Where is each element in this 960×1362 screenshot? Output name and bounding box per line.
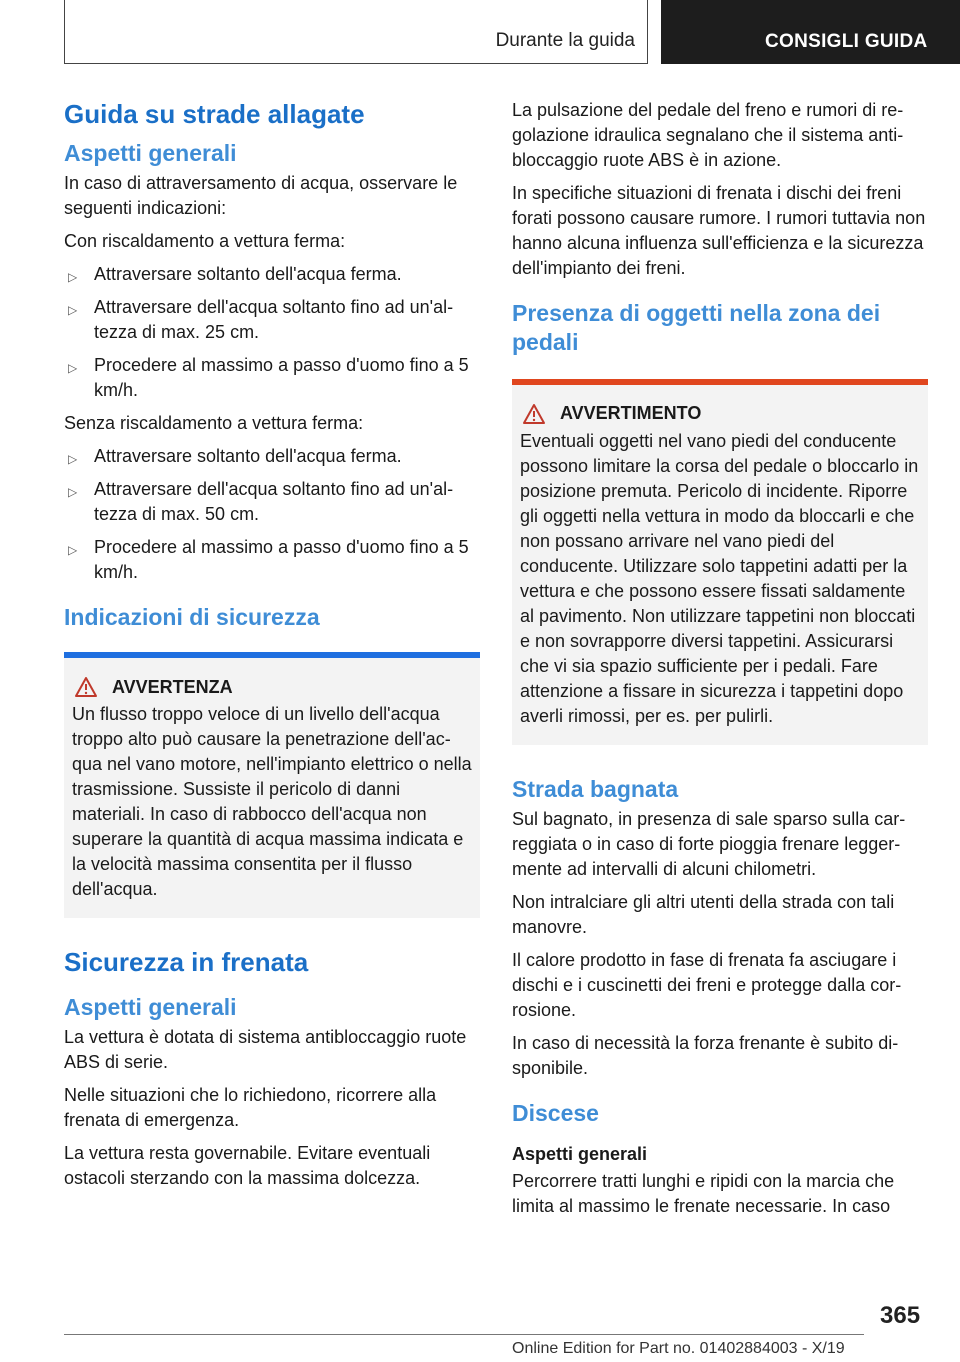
list-unheated: [64, 444, 480, 585]
triangle-bullet-icon: ▷: [68, 543, 78, 558]
caution-label: AVVERTENZA: [112, 676, 233, 697]
paragraph-discs: In specifiche situazioni di frenata i dischi dei freni forati possono causare rumore. I rumori tuttavia non hanno alcuna influenza sull'efficienza e la sicurezza dell'impianto dei freni.: [512, 183, 926, 278]
header-section-label: Durante la guida: [495, 30, 635, 51]
caution-title: [72, 676, 472, 698]
triangle-bullet-icon: ▷: [68, 485, 78, 500]
header-chapter-label: CONSIGLI GUIDA: [765, 31, 928, 52]
paragraph-unheated: Senza riscaldamento a vettura ferma:: [64, 413, 364, 434]
paragraph-wet-3: Il calore prodotto in fase di frenata fa asciugare i dischi e i cuscinetti dei freni e protegge dalla corrosione.: [512, 950, 902, 1021]
triangle-bullet-icon: ▷: [68, 452, 78, 467]
page-number: 365: [880, 1302, 921, 1329]
heading-general-aspects-3: Aspetti generali: [512, 1144, 648, 1164]
warning-box: [512, 379, 928, 745]
header-chapter-tab: [661, 0, 960, 64]
heading-safety: Indicazioni di sicurezza: [64, 604, 320, 631]
warning-triangle-icon: [72, 676, 100, 698]
list-item: ▷ Attraversare dell'acqua soltanto fino ad un'altezza di max. 50 cm.: [68, 479, 454, 525]
caution-text: Un flusso troppo veloce di un livello dell'acqua troppo alto può causare la penetrazione dell'acqua nel vano motore, nell'impianto elettrico o nella trasmissione. Sussiste il pericolo di danni materiali. In caso di rabbocco dell'acqua non superare la quantità di acqua massima indicata e la velocità massima consentita per il flusso dell'acqua.: [72, 704, 472, 899]
warning-text: Eventuali oggetti nel vano piedi del conducente possono limitare la corsa del pedale o bloccarlo in posizione premuta. Pericolo di incidente. Riporre gli oggetti nella vettura in modo da bloccarli e che non possano arrivare nel vano piedi del conducente. Utilizzare solo tappetini adatti per la vettura e che possono essere fissati saldamente al pavimento. Non utilizzare tappetini non bloccati e non sovrapporre diversi tappetini. Assicurarsi che vi sia spazio sufficiente per i pedali. Fare attenzione a fissare in sicurezza i tappetini dopo averli rimossi, per es. per pulirli.: [520, 430, 919, 726]
warning-title: [520, 403, 920, 425]
triangle-bullet-icon: ▷: [68, 303, 78, 318]
paragraph-abs: La vettura è dotata di sistema antibloccaggio ruote ABS di serie.: [64, 1027, 467, 1073]
triangle-bullet-icon: ▷: [68, 270, 78, 285]
paragraph-pulse: La pulsazione del pedale del freno e rumori di regolazione idraulica segnalano che il sistema antibloccaggio ruote ABS è in azione.: [512, 100, 904, 170]
paragraph-descents: Percorrere tratti lunghi e ripidi con la marcia che limita al massimo le frenate necessarie. In caso: [512, 1171, 895, 1216]
heading-general-aspects-2: Aspetti generali: [64, 993, 237, 1020]
warning-triangle-icon: [520, 403, 548, 425]
footer-divider: [64, 1334, 864, 1335]
list-item: ▷ Procedere al massimo a passo d'uomo fino a 5 km/h.: [68, 537, 469, 583]
triangle-bullet-icon: ▷: [68, 361, 78, 376]
left-column: [64, 98, 480, 1199]
list-item: ▷ Attraversare dell'acqua soltanto fino ad un'altezza di max. 25 cm.: [68, 297, 454, 343]
heading-wet-road: Strada bagnata: [512, 775, 679, 802]
heading-descents: Discese: [512, 1100, 599, 1127]
paragraph-wet-1: Sul bagnato, in presenza di sale sparso sulla carreggiata o in caso di forte pioggia frenare leggermente ad intervalli di alcuni chilometri.: [512, 809, 906, 880]
heading-general-aspects: Aspetti generali: [64, 139, 237, 166]
warning-label: AVVERTIMENTO: [560, 403, 702, 423]
heading-braking-safety: Sicurezza in frenata: [64, 947, 309, 977]
paragraph-wet-4: In caso di necessità la forza frenante è subito disponibile.: [512, 1033, 899, 1079]
paragraph-steer: La vettura resta governabile. Evitare eventuali ostacoli sterzando con la massima dolcezza.: [64, 1143, 431, 1189]
list-item: ▷ Attraversare soltanto dell'acqua ferma.: [64, 262, 480, 287]
list-item: ▷ Procedere al massimo a passo d'uomo fino a 5 km/h.: [68, 355, 469, 401]
paragraph-heated: Con riscaldamento a vettura ferma:: [64, 231, 346, 252]
paragraph-intro: In caso di attraversamento di acqua, osservare le seguenti indicazioni:: [64, 173, 458, 219]
paragraph-emergency: Nelle situazioni che lo richiedono, ricorrere alla frenata di emergenza.: [64, 1085, 437, 1131]
list-item: ▷ Attraversare soltanto dell'acqua ferma.: [64, 444, 480, 469]
list-heated: [64, 262, 480, 403]
right-column: [512, 98, 928, 1227]
heading-flooded-roads: Guida su strade allagate: [64, 99, 365, 129]
footer-edition: Online Edition for Part no. 01402884003 - X/19: [512, 1340, 845, 1357]
header-section-tab: [64, 0, 648, 64]
paragraph-wet-2: Non intralciare gli altri utenti della strada con tali manovre.: [512, 892, 895, 938]
heading-objects-pedals: Presenza di oggetti nella zona dei pedali: [512, 300, 881, 355]
caution-box: [64, 652, 480, 918]
